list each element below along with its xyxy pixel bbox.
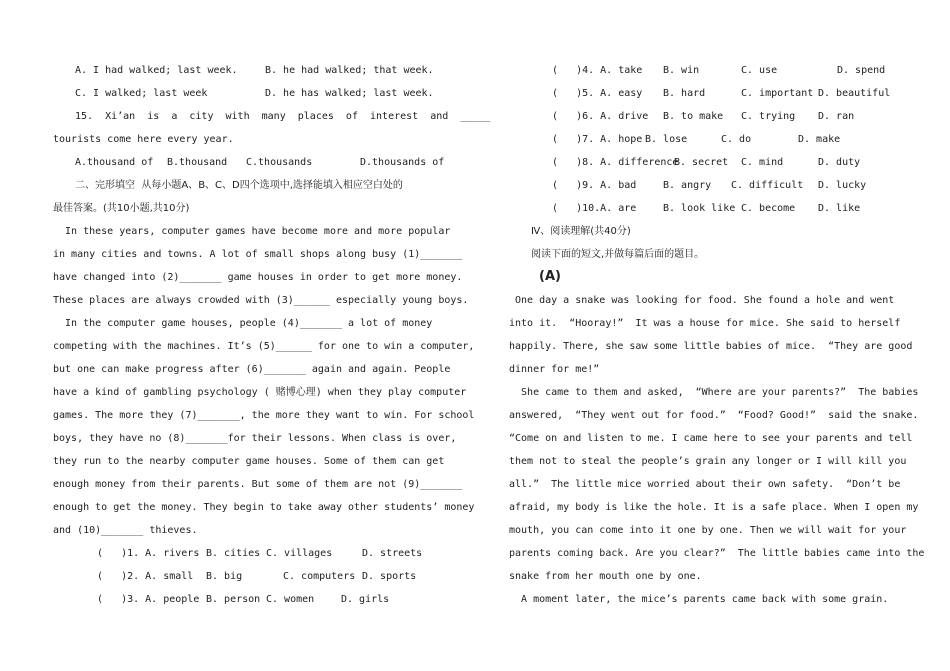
choice-question-a: ( )3. A. people bbox=[97, 594, 200, 605]
passage-line: have changed into (2)_______ game houses in order to get more money. bbox=[53, 272, 463, 283]
choice-question-a: ( )5. A. easy bbox=[552, 88, 643, 99]
choice-option-b: B. secret bbox=[674, 157, 729, 168]
passage-line: parents coming back. Are you clear?” The little babies came into the bbox=[509, 548, 925, 559]
choice-option-b: B. angry bbox=[663, 180, 712, 191]
choice-option-b: B. big bbox=[206, 571, 243, 582]
passage-line: they run to the nearby computer game houses. Some of them can get bbox=[53, 456, 445, 467]
section4-title: Ⅳ、阅读理解(共40分) bbox=[531, 226, 631, 237]
passage-line: have a kind of gambling psychology ( 赌博心理) when they play computer bbox=[53, 387, 467, 398]
q14-option-d: D. he has walked; last week. bbox=[265, 88, 434, 99]
choice-option-c: C. computers bbox=[283, 571, 356, 582]
passage-line: In the computer game houses, people (4)_______ a lot of money bbox=[53, 318, 433, 329]
passage-line: happily. There, she saw some little babies of mice. “They are good bbox=[509, 341, 913, 352]
choice-question-a: ( )4. A. take bbox=[552, 65, 643, 76]
choice-option-b: B. hard bbox=[663, 88, 706, 99]
choice-option-c: C. use bbox=[741, 65, 778, 76]
q15-stem-line2: tourists come here every year. bbox=[53, 134, 234, 145]
choice-question-a: ( )2. A. small bbox=[97, 571, 194, 582]
q14-option-b: B. he had walked; that week. bbox=[265, 65, 434, 76]
passage-line: enough to get the money. They begin to take away other students’ money bbox=[53, 502, 475, 513]
choice-option-b: B. person bbox=[206, 594, 261, 605]
passage-line: A moment later, the mice’s parents came back with some grain. bbox=[509, 594, 889, 605]
passage-line: games. The more they (7)_______, the more they want to win. For school bbox=[53, 410, 475, 421]
choice-option-d: D. make bbox=[798, 134, 841, 145]
choice-question-a: ( )1. A. rivers bbox=[97, 548, 200, 559]
choice-option-b: B. look like bbox=[663, 203, 736, 214]
choice-option-c: C. trying bbox=[741, 111, 796, 122]
passage-line: mouth, you can come into it one by one. Then we will wait for your bbox=[509, 525, 907, 536]
passage-line: competing with the machines. It’s (5)______ for one to win a computer, bbox=[53, 341, 475, 352]
passage-line: them not to steal the people’s grain any longer or I will kill you bbox=[509, 456, 907, 467]
choice-option-c: C. women bbox=[266, 594, 315, 605]
q15-option-b: B.thousand bbox=[167, 157, 228, 168]
passage-line: In these years, computer games have become more and more popular bbox=[53, 226, 451, 237]
q15-stem-line1: 15. Xi’an is a city with many places of interest and _____ bbox=[75, 111, 491, 122]
section2-title-line1: 二、完形填空 从每小题A、B、C、D四个选项中,选择能填入相应空白处的 bbox=[75, 180, 403, 191]
passage-line: snake from her mouth one by one. bbox=[509, 571, 702, 582]
choice-question-a: ( )10.A. are bbox=[552, 203, 637, 214]
passage-line: These places are always crowded with (3)______ especially young boys. bbox=[53, 295, 469, 306]
section4-instruction: 阅读下面的短文,并做每篇后面的题目。 bbox=[531, 249, 705, 260]
choice-question-a: ( )9. A. bad bbox=[552, 180, 637, 191]
q14-option-c: C. I walked; last week bbox=[75, 88, 208, 99]
passage-line: enough money from their parents. But some of them are not (9)_______ bbox=[53, 479, 463, 490]
choice-option-d: D. spend bbox=[837, 65, 886, 76]
passage-line: all.” The little mice worried about their own safety. “Don’t be bbox=[509, 479, 901, 490]
choice-option-c: C. do bbox=[721, 134, 752, 145]
reading-part-a-label: (A) bbox=[539, 269, 561, 284]
choice-option-c: C. difficult bbox=[731, 180, 804, 191]
passage-line: boys, they have no (8)_______for their lessons. When class is over, bbox=[53, 433, 457, 444]
passage-line: and (10)_______ thieves. bbox=[53, 525, 198, 536]
choice-option-d: D. like bbox=[818, 203, 861, 214]
choice-option-b: B. to make bbox=[663, 111, 724, 122]
choice-question-a: ( )7. A. hope bbox=[552, 134, 643, 145]
q15-option-d: D.thousands of bbox=[360, 157, 445, 168]
choice-option-c: C. mind bbox=[741, 157, 784, 168]
passage-line: in many cities and towns. A lot of small shops along busy (1)_______ bbox=[53, 249, 463, 260]
choice-option-d: D. duty bbox=[818, 157, 861, 168]
choice-option-d: D. streets bbox=[362, 548, 423, 559]
choice-option-d: D. ran bbox=[818, 111, 855, 122]
choice-question-a: ( )8. A. difference bbox=[552, 157, 679, 168]
passage-line: She came to them and asked, “Where are your parents?” The babies bbox=[509, 387, 919, 398]
choice-question-a: ( )6. A. drive bbox=[552, 111, 649, 122]
choice-option-c: C. villages bbox=[266, 548, 333, 559]
q14-option-a: A. I had walked; last week. bbox=[75, 65, 238, 76]
passage-line: answered, “They went out for food.” “Food? Good!” said the snake. bbox=[509, 410, 919, 421]
choice-option-c: C. become bbox=[741, 203, 796, 214]
section2-title-line2: 最佳答案。(共10小题,共10分) bbox=[53, 203, 190, 214]
passage-line: One day a snake was looking for food. She found a hole and went bbox=[509, 295, 895, 306]
choice-option-d: D. sports bbox=[362, 571, 417, 582]
q15-option-a: A.thousand of bbox=[75, 157, 154, 168]
passage-line: dinner for me!” bbox=[509, 364, 600, 375]
choice-option-c: C. important bbox=[741, 88, 814, 99]
passage-line: “Come on and listen to me. I came here to see your parents and tell bbox=[509, 433, 913, 444]
choice-option-b: B. lose bbox=[645, 134, 688, 145]
choice-option-d: D. lucky bbox=[818, 180, 867, 191]
passage-line: into it. “Hooray!” It was a house for mice. She said to herself bbox=[509, 318, 901, 329]
passage-line: but one can make progress after (6)_______ again and again. People bbox=[53, 364, 451, 375]
passage-line: afraid, my body is like the hole. It is a safe place. When I open my bbox=[509, 502, 919, 513]
choice-option-b: B. cities bbox=[206, 548, 261, 559]
choice-option-d: D. girls bbox=[341, 594, 390, 605]
choice-option-d: D. beautiful bbox=[818, 88, 891, 99]
choice-option-b: B. win bbox=[663, 65, 700, 76]
q15-option-c: C.thousands bbox=[246, 157, 313, 168]
